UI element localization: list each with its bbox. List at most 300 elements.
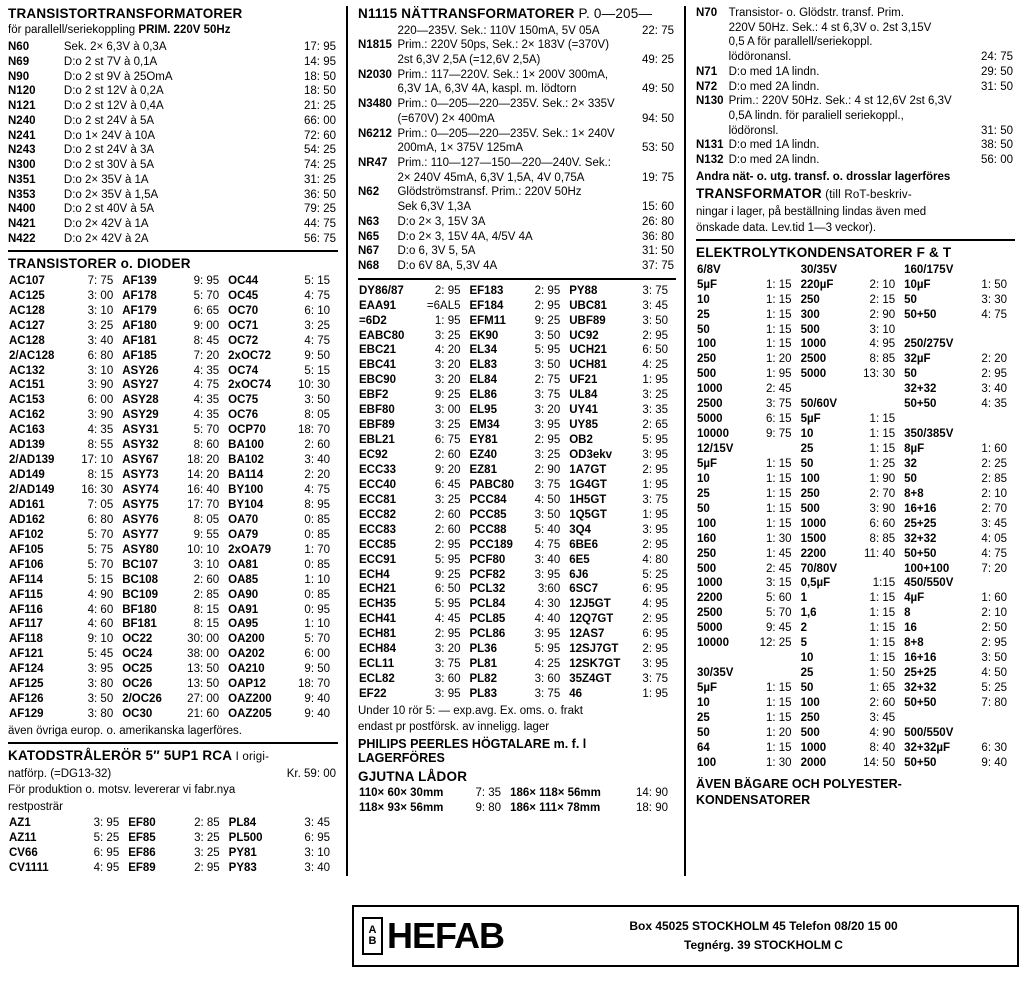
item-code: 2200 [697,592,723,605]
item-price [850,562,903,577]
item-code: 100+100 [904,562,950,575]
item-code: 8 [904,607,911,620]
item-description: D:o 2 st 9V à 25OmA [63,70,173,83]
item-code: OC44 [228,274,259,287]
item-code: BA100 [228,439,264,452]
item-code: 100 [697,517,717,530]
table-row [696,606,1015,621]
item-code: 2xOC72 [228,349,271,362]
item-price: 26: 80 [642,215,674,228]
item-code: 500/550V [904,726,954,739]
item-price: 2: 60 [434,449,461,462]
item-code: 10µF [904,278,931,291]
table-row [8,453,338,468]
item-price: 1: 15 [869,622,896,635]
item-price: 3: 95 [434,688,461,701]
item-code: PL82 [469,673,497,686]
item-price: 4: 25 [534,658,561,671]
item-code: PABC80 [469,478,515,491]
item-code: 186× 118× 56mm [510,787,601,800]
item-code: ASY31 [122,424,159,437]
item-price: 4: 35 [87,424,114,437]
item-code: AF125 [9,678,44,691]
item-code: 8+8 [904,637,924,650]
item-price: 3: 50 [304,394,330,407]
item-price: 3: 00 [87,289,114,302]
item-price: 31: 50 [981,124,1013,137]
item-code: 6E5 [569,553,590,566]
item-code: ASY74 [122,484,159,497]
item-description: D:o 2 st 7V à 0,1A [63,56,158,69]
item-price: 12: 25 [759,637,792,650]
item-description: Prim.: 220V 50ps, Sek.: 2× 183V (=370V) [397,39,610,52]
item-code: ECL11 [359,658,395,671]
item-code: 6SC7 [569,583,598,596]
item-price: 3:60 [537,583,561,596]
item-code: PCL84 [469,598,506,611]
table-row [8,632,338,647]
item-code: 6J6 [569,568,589,581]
item-price: 4: 95 [642,598,668,611]
item-price: 3: 95 [534,419,561,432]
item-price: 5: 15 [304,274,330,287]
item-price: 2: 60 [193,573,220,586]
item-code: ASY77 [122,528,159,541]
item-code [358,24,397,39]
item-price: 6: 95 [304,832,330,845]
item-code: N1815 [358,39,392,52]
transformator-title-tail: (till RoT-beskriv- [821,189,912,202]
item-price: 49: 25 [642,53,674,66]
table-row [696,412,1015,427]
table-row [358,230,676,245]
item-code [696,124,729,139]
table-row [8,816,338,831]
item-price: 56: 75 [304,232,336,245]
item-price: 9: 25 [434,568,461,581]
item-price: 7: 80 [981,696,1007,709]
item-description: 2st 6,3V 2,5A (=12,6V 2,5A) [397,53,541,66]
item-price: 3: 50 [534,359,561,372]
item-price: 1: 95 [642,478,668,491]
item-code: UBF89 [569,314,606,327]
table-row [358,358,676,373]
item-code: PY88 [569,284,598,297]
table-row [696,741,1015,756]
table-row [358,553,676,568]
item-price: 14: 50 [863,756,896,769]
table-row [8,438,338,453]
item-price: 5: 95 [642,434,668,447]
item-code: PCF82 [469,568,506,581]
item-price: 5: 25 [93,832,120,845]
company-footer [352,905,1019,967]
item-price: 3: 25 [434,419,461,432]
table-row [8,202,338,217]
item-code: 12/15V [697,443,734,456]
item-price: 14: 95 [304,56,336,69]
item-code: 8+8 [904,487,924,500]
item-price: 6: 80 [87,349,114,362]
item-code: AF126 [9,693,44,706]
item-code: 50+50 [904,547,937,560]
item-price: 6: 60 [869,517,896,530]
table-row [8,468,338,483]
table-row [696,711,1015,726]
subtitle-bold: PRIM. 220V 50Hz [138,23,231,36]
item-price: 4: 75 [981,308,1007,321]
item-price: 9: 10 [87,633,114,646]
item-price: 14: 90 [636,787,668,800]
item-price: 21: 25 [304,100,336,113]
table-row [358,642,676,657]
item-code: N6212 [358,127,392,140]
item-price: 56: 00 [981,154,1013,167]
item-price: 5: 25 [981,682,1007,695]
item-price: 3: 95 [87,663,114,676]
item-code: 25+25 [904,517,937,530]
item-code: 118× 93× 56mm [359,802,444,815]
item-code: ASY32 [122,439,159,452]
item-price: 2: 85 [981,472,1007,485]
katod-line2: natförp. (=DG13-32) [8,767,112,780]
item-price: 9: 80 [475,802,502,815]
item-price: 2: 25 [981,457,1007,470]
table-row [8,662,338,677]
item-code: EBC21 [359,344,397,357]
item-code: 5µF [800,413,821,426]
item-code: 250 [697,547,717,560]
divider-2 [8,742,338,744]
table-row [358,786,676,801]
table-elektrolytkondensatorer [696,263,1015,771]
item-code [696,109,729,124]
item-price: 5: 70 [304,633,330,646]
item-code: 220µF [800,278,834,291]
item-code: N69 [8,56,30,69]
table-row [8,143,338,158]
item-code: 1000 [697,577,723,590]
item-code: OA210 [228,663,265,676]
item-code: 2500 [697,398,723,411]
item-price: 1: 15 [765,457,792,470]
item-code: AF106 [9,558,44,571]
item-code: PL84 [228,817,257,830]
item-price: 3: 75 [534,688,561,701]
table-row [358,463,676,478]
divider [8,250,338,252]
item-price: 2: 95 [534,284,561,297]
item-code: PL36 [469,643,497,656]
item-price: 3: 45 [981,517,1007,530]
item-price [977,6,1015,21]
item-code: PL500 [228,832,263,845]
item-code: 4µF [904,592,925,605]
item-description: 0,5 A för parallell/seriekoppl. [728,36,873,49]
item-price: 3: 10 [193,558,220,571]
item-description: lödöronansl. [728,51,792,64]
table-row [8,304,338,319]
item-price: 6: 95 [642,628,668,641]
item-price: 4: 75 [304,334,330,347]
katod-line2-price: Kr. 59: 00 [286,767,336,780]
item-code: 10 [800,428,814,441]
item-code: 5000 [697,622,723,635]
table-row [8,55,338,70]
table-row [358,171,676,186]
table-row [358,433,676,448]
item-price: 3: 25 [434,329,461,342]
table-row [696,352,1015,367]
item-code: EF184 [469,299,504,312]
column-middle [348,6,686,876]
item-code: AF121 [9,648,44,661]
item-price: 36: 80 [642,230,674,243]
item-code: 3Q4 [569,523,591,536]
item-code: OC26 [122,678,153,691]
item-code: 2xOC74 [228,379,271,392]
item-code [358,200,397,215]
item-code: PCL86 [469,628,506,641]
item-code: 50+50 [904,398,937,411]
item-code: 46 [569,688,583,701]
item-price: 3: 75 [642,673,668,686]
item-code [358,82,397,97]
item-price: 1:15 [872,577,896,590]
divider-4 [696,239,1015,241]
nat-title-tail: P. 0—205— [574,6,653,21]
item-code: EBF89 [359,419,395,432]
item-price: 2: 50 [981,622,1007,635]
item-price: 5: 45 [87,648,114,661]
table-row [8,707,338,722]
item-price: 4: 75 [304,484,330,497]
item-price: 4: 30 [534,598,561,611]
item-code: OC30 [122,708,153,721]
item-code: 2200 [800,547,827,560]
item-code: EC92 [359,449,388,462]
item-price: 3: 25 [434,493,461,506]
item-price: 3: 75 [534,478,561,491]
item-code: AF181 [122,334,157,347]
item-code: N132 [696,154,724,167]
item-code: 5000 [697,413,723,426]
item-price: 17: 70 [187,498,220,511]
item-code: N71 [696,65,718,78]
item-price: 1: 15 [765,502,792,515]
item-code: AD162 [9,513,45,526]
table-row [8,349,338,364]
item-price: 31: 25 [304,173,336,186]
item-price: 3: 80 [87,708,114,721]
note-andra-nat: Andra nät- o. utg. transf. o. drosslar lagerföres [696,170,951,183]
item-price: 16: 30 [81,484,114,497]
item-price: 1: 25 [869,457,896,470]
item-price: 2: 60 [304,439,330,452]
item-code: AD161 [9,498,45,511]
item-price [977,109,1015,124]
item-code: 500 [697,562,717,575]
column-header: 30/35V [800,263,838,276]
item-price: 1: 15 [765,472,792,485]
item-price: 17: 95 [304,41,336,54]
item-price: 6: 75 [434,434,461,447]
item-code: AF114 [9,573,43,586]
item-code: 2/AC128 [9,349,55,362]
note-order-2: endast pr postförsk. av inneligg. lager [358,721,550,734]
table-row [358,38,676,53]
item-code: PL83 [469,688,497,701]
item-price: 3: 75 [534,389,561,402]
item-price: 5: 70 [193,289,220,302]
item-code [358,141,397,156]
table-row [8,558,338,573]
item-code: CV66 [9,846,38,859]
item-price: 4: 75 [193,379,220,392]
item-code: EL34 [469,344,497,357]
table-row [358,299,676,314]
item-code: PCC85 [469,508,507,521]
item-code: AC132 [9,364,45,377]
item-code: BC109 [122,588,159,601]
table-row [8,114,338,129]
item-code: 1H5GT [569,493,607,506]
item-code: EBC90 [359,374,397,387]
item-price: 1: 30 [765,756,792,769]
item-price: 3: 50 [642,314,668,327]
item-code: 12J5GT [569,598,611,611]
table-row [696,636,1015,651]
item-price: 4: 40 [534,613,561,626]
table-row [358,343,676,358]
table-row [8,483,338,498]
item-price: 2: 10 [869,278,896,291]
item-description: D:o 2 st 24V à 3A [63,144,155,157]
item-price [970,427,1015,442]
item-code: ECC83 [359,523,397,536]
item-price: 24: 75 [981,51,1013,64]
item-price: 7: 20 [981,562,1007,575]
item-code: ASY27 [122,379,159,392]
item-description: D:o 2 st 24V à 5A [63,114,155,127]
item-code: EF80 [128,817,156,830]
item-price: 2: 95 [981,637,1007,650]
item-price: 1: 15 [765,293,792,306]
table-row [8,588,338,603]
table-row [358,493,676,508]
table-nattransformatorer [358,24,676,274]
table-row [358,523,676,538]
item-code: 32+32µF [904,741,951,754]
item-description: (=670V) 2× 400mA [397,112,495,125]
table-row [8,334,338,349]
table-row [358,53,676,68]
tbody-transistortransformatorer [8,40,338,246]
item-code: 160 [697,532,717,545]
table-row [8,617,338,632]
item-price: 1: 20 [765,353,792,366]
table-row [696,591,1015,606]
item-price: 6: 00 [87,394,114,407]
item-price: 38: 00 [187,648,220,661]
item-price: 9: 40 [304,708,330,721]
item-code: 500 [697,368,717,381]
item-code: 50 [697,502,710,515]
item-price: 9: 45 [765,622,792,635]
item-price: 4: 90 [87,588,114,601]
item-price: 9: 20 [434,463,461,476]
item-price: 0: 85 [304,588,330,601]
item-price: 2: 10 [981,607,1007,620]
item-code: OA90 [228,588,259,601]
item-code: 35Z4GT [569,673,612,686]
item-price: 2: 95 [981,368,1007,381]
item-code: AZ11 [9,832,37,845]
table-row [358,418,676,433]
table-row [696,293,1015,308]
tbody-elektrolytkondensatorer [696,263,1015,771]
item-price: 11: 40 [864,547,896,560]
table-row [696,323,1015,338]
item-code: ECH21 [359,583,397,596]
item-code: N68 [358,260,380,273]
item-price: 17: 10 [81,454,114,467]
item-price: 2: 60 [869,696,896,709]
item-code [696,21,729,36]
item-code: 1500 [800,532,827,545]
item-price: 4: 35 [193,409,220,422]
item-price: 8: 15 [193,603,220,616]
item-price: 3: 90 [869,502,896,515]
item-code: 50 [697,323,710,336]
table-row [696,666,1015,681]
item-price: 3: 25 [534,449,561,462]
item-price: 2: 90 [869,308,896,321]
item-code: BY104 [228,498,264,511]
address-line-2: Tegnérg. 39 STOCKHOLM C [684,938,843,952]
item-code [358,171,397,186]
item-code: 25 [697,308,710,321]
item-code: 500 [800,726,820,739]
table-row [696,397,1015,412]
item-code: AF185 [122,349,157,362]
item-price: 3: 45 [642,299,668,312]
item-code: AF102 [9,528,44,541]
item-price: 5: 70 [87,558,114,571]
item-price: 5: 75 [87,543,114,556]
item-price: 1: 10 [304,573,330,586]
item-price: 1: 70 [304,543,330,556]
item-code: 5µF [697,457,718,470]
item-price: 3: 40 [534,553,561,566]
item-code: 5 [800,637,807,650]
item-code: EL86 [469,389,497,402]
ab-letter-b: B [368,935,377,947]
table-row [8,129,338,144]
item-price: 31: 50 [981,80,1013,93]
item-code: 2xOA79 [228,543,271,556]
table-row [696,382,1015,397]
item-description: Prim.: 0—205—220—235V. Sek.: 2× 335V [397,98,615,111]
item-price: 10: 30 [298,379,330,392]
table-row [696,517,1015,532]
table-row [696,696,1015,711]
katod-title: KATODSTRÅLERÖR 5″ 5UP1 RCA [8,748,233,764]
item-code: OA95 [228,618,259,631]
item-price: 16: 40 [187,484,220,497]
item-price: 30: 00 [187,633,220,646]
item-code: AC107 [9,274,45,287]
